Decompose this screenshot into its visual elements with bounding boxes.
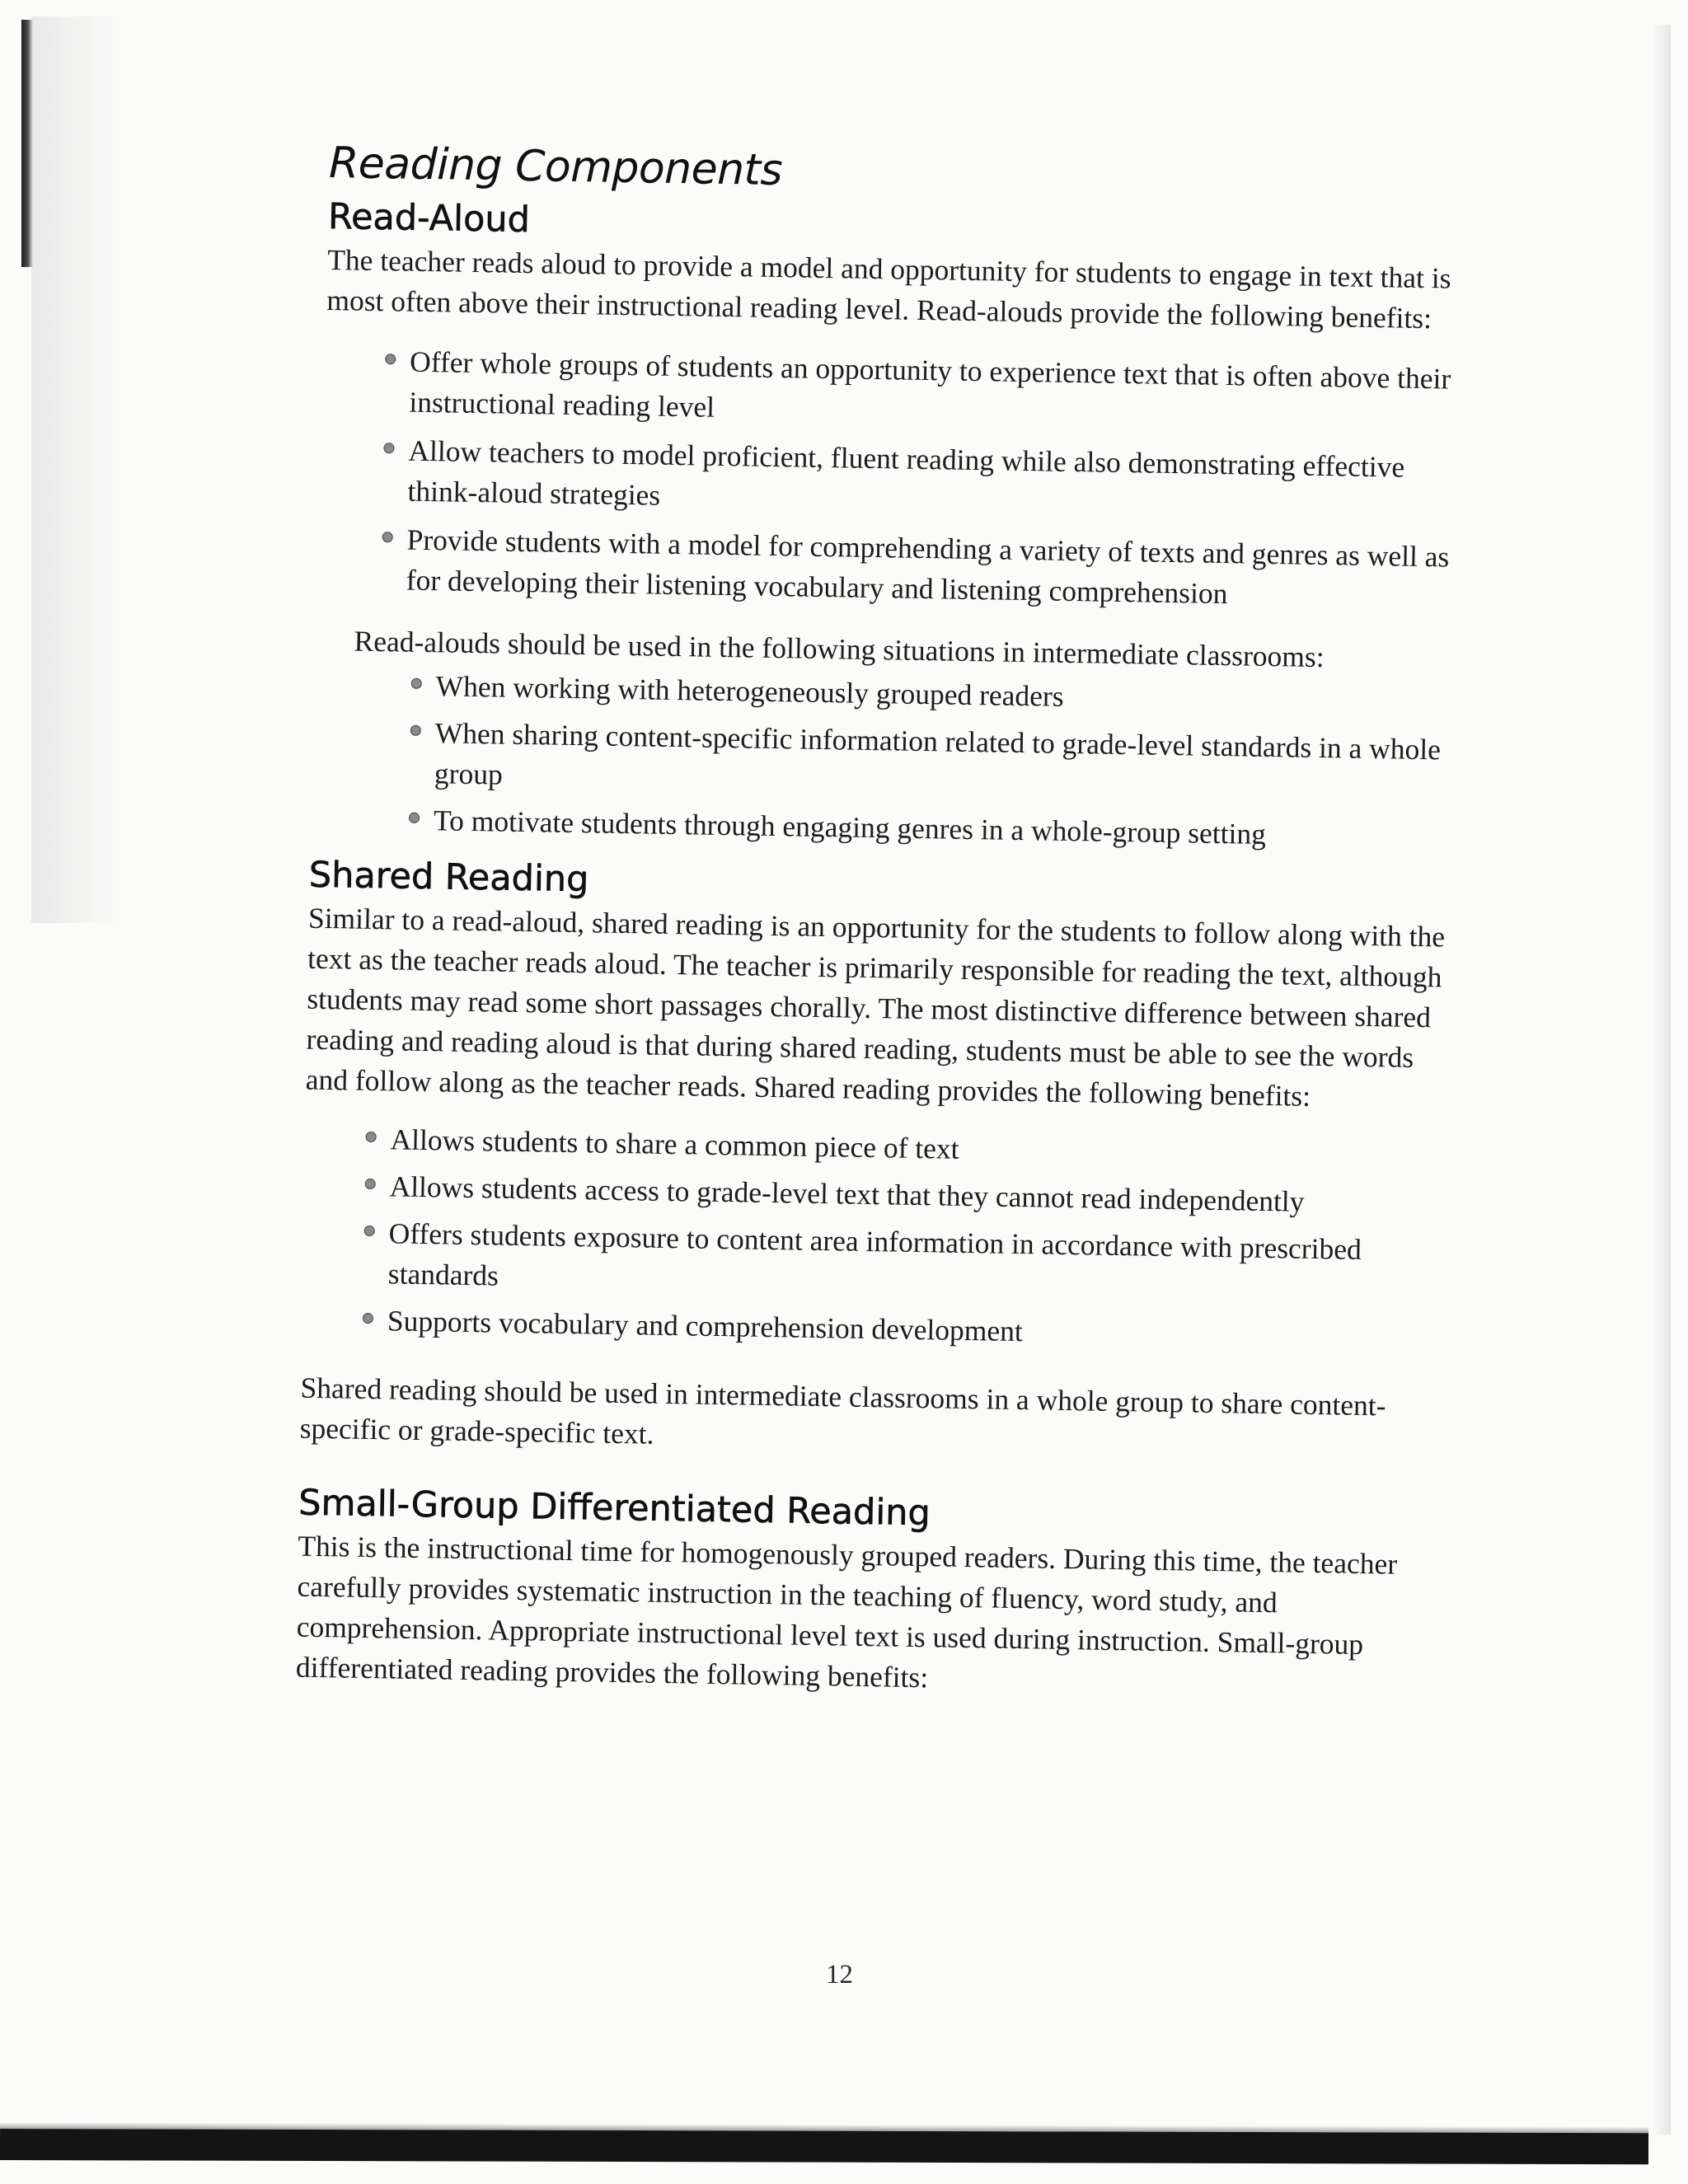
bullet-icon	[409, 813, 420, 823]
section-heading-read-aloud: Read-Aloud	[327, 196, 531, 241]
bullet-icon	[366, 1132, 377, 1142]
bullet-icon	[385, 354, 396, 364]
section-small-group-reading	[296, 1481, 1461, 1706]
list-item	[361, 1301, 1450, 1359]
section-shared-reading	[299, 854, 1471, 1468]
list-item-text: Allows students to share a common piece of text	[390, 1122, 959, 1165]
bullet-icon	[383, 443, 394, 453]
read-aloud-benefits-list	[379, 341, 1459, 618]
shared-reading-benefits-list	[361, 1119, 1452, 1359]
binding-fade	[31, 16, 122, 923]
list-item	[408, 713, 1480, 812]
binding-shadow	[21, 20, 33, 267]
bullet-icon	[410, 725, 421, 736]
page-number: 12	[826, 1960, 853, 1990]
bullet-icon	[364, 1226, 375, 1236]
shared-reading-usage: Shared reading should be used in intermediate classrooms in a whole group to share content-specific or grade-specific text.	[299, 1371, 1386, 1451]
bullet-icon	[363, 1313, 373, 1324]
list-item-text: Allows students access to grade-level text that they cannot read independently	[389, 1169, 1305, 1218]
list-item-text: To motivate students through engaging genres in a whole-group setting	[433, 804, 1267, 851]
list-item	[381, 430, 1457, 529]
bullet-icon	[382, 532, 393, 542]
section-read-aloud	[318, 195, 1483, 858]
list-item	[379, 519, 1456, 618]
small-group-intro: This is the instructional time for homogenously grouped readers. During this time, the teacher carefully provides systematic instruction in the teaching of fluency, word study, and comprehension. Appropriate instructional level text is used during instruction. Small-group differentiated reading provides the following benefits:	[295, 1529, 1398, 1694]
list-item-text: Offer whole groups of students an opportunity to experience text that is often above their instructional reading level	[409, 344, 1451, 424]
bullet-icon	[411, 678, 422, 689]
section-heading-small-group: Small-Group Differentiated Reading	[298, 1482, 931, 1535]
read-aloud-situations-list	[407, 666, 1481, 859]
list-item-text: Offers students exposure to content area information in accordance with prescribed standards	[387, 1216, 1362, 1292]
page-title: Reading Components	[328, 138, 783, 196]
list-item-text: When sharing content-specific information related to grade-level standards in a whole group	[434, 716, 1442, 791]
section-heading-shared-reading: Shared Reading	[308, 854, 589, 901]
list-item-text: Provide students with a model for comprehending a variety of texts and genres as well as for developing their listening vocabulary and listening comprehension	[406, 523, 1450, 611]
scan-bottom-edge	[0, 2129, 1648, 2164]
read-aloud-intro: The teacher reads aloud to provide a model and opportunity for students to engage in text that is most often above their instructional reading level. Read-alouds provide the following benefits:	[326, 243, 1451, 335]
list-item	[407, 800, 1479, 859]
list-item	[382, 341, 1459, 440]
list-item-text: When working with heterogeneously grouped readers	[435, 669, 1064, 713]
list-item	[361, 1213, 1450, 1312]
bullet-icon	[365, 1179, 376, 1189]
read-aloud-situations-intro: Read-alouds should be used in the following situations in intermediate classrooms:	[354, 624, 1325, 674]
shared-reading-intro: Similar to a read-aloud, shared reading is an opportunity for the students to follow along with the text as the teacher reads aloud. The teacher is primarily responsible for reading the text, although students may read some short passages chorally. The most distinctive difference between shared reading and reading aloud is that during shared reading, students must be able to see the words and follow along as the teacher reads. Shared reading provides the following benefits:	[305, 901, 1446, 1113]
list-item-text: Supports vocabulary and comprehension development	[387, 1304, 1024, 1348]
list-item-text: Allow teachers to model proficient, fluent reading while also demonstrating effective think-aloud strategies	[407, 434, 1405, 512]
page-edge-shadow	[1653, 25, 1671, 2135]
page-content	[255, 124, 1484, 1707]
